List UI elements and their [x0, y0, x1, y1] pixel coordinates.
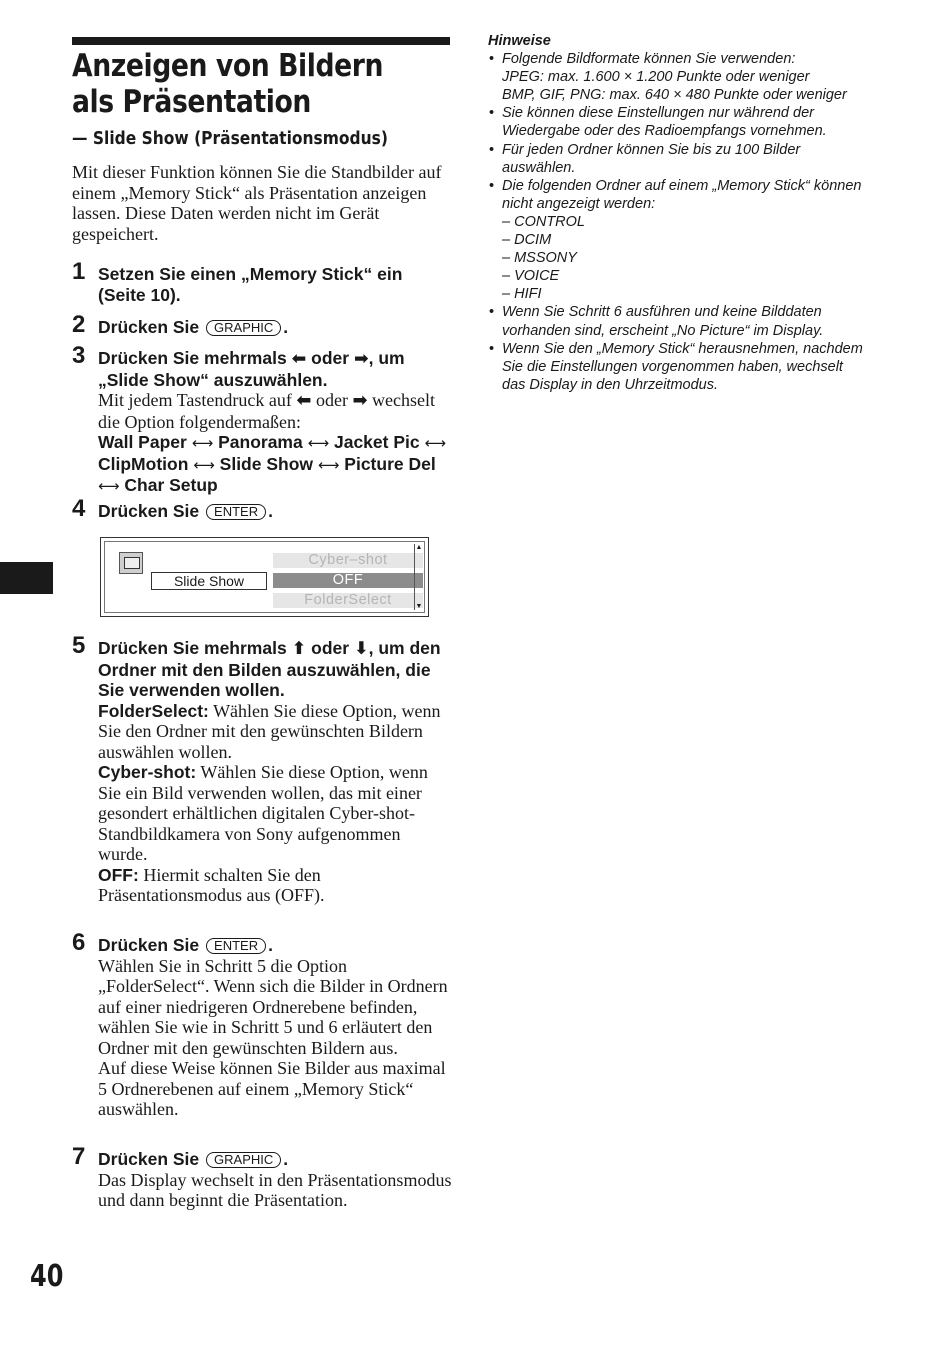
folder-name: – MSSONY: [502, 250, 577, 267]
title-rule: [72, 37, 450, 45]
note-item: [488, 104, 868, 140]
folder-name: – HIFI: [502, 286, 542, 303]
step-number: 2: [72, 311, 86, 338]
note-item: [488, 177, 868, 304]
step-heading-end: .: [268, 935, 273, 955]
double-arrow-icon: ⟷: [307, 434, 330, 452]
step-text: [98, 390, 452, 432]
arrow-down-icon: ⬇: [353, 639, 369, 659]
option-text: Hiermit schalten Sie den Präsentationsmodus aus (OFF).: [98, 864, 325, 905]
display-scrollbar: [414, 544, 423, 610]
step-heading-text: Drücken Sie mehrmals: [98, 638, 287, 658]
scroll-down-icon: ▼: [415, 603, 423, 610]
note-text: Sie können diese Einstellungen nur während der Wiedergabe oder des Radioempfangs vornehmen.: [502, 105, 827, 140]
option-label: FolderSelect:: [98, 700, 209, 721]
double-arrow-icon: ⟷: [193, 455, 215, 474]
or-text: oder: [311, 348, 350, 368]
display-option-off-selected: OFF: [273, 573, 423, 588]
step-heading: [98, 501, 452, 522]
step-text: Das Display wechselt in den Präsentationsmodus und dann beginnt die Präsentation.: [98, 1169, 452, 1210]
intro-paragraph: Mit dieser Funktion können Sie die Standbilder auf einem „Memory Stick“ als Präsentation anzeigen lassen. Diese Daten werden nicht im Gerät gespeichert.: [72, 162, 442, 244]
note-item: [488, 340, 868, 394]
step-3: [72, 342, 452, 497]
step-text: Wählen Sie in Schritt 5 die Option „FolderSelect“. Wenn sich die Bilder in Ordnern auf einer niedrigeren Ordnerebene befinden, wählen Sie wie in Schritt 5 und 6 erläutert den Ordner mit den gewünschten Bildern aus.: [98, 955, 448, 1058]
option-wall-paper: Wall Paper: [98, 432, 187, 452]
option-description: [98, 701, 452, 763]
page-number: 40: [30, 1259, 64, 1294]
step-heading-end: .: [268, 501, 273, 521]
folder-name: – VOICE: [502, 268, 560, 285]
option-picture-del: Picture Del: [344, 453, 436, 474]
step-heading-end: .: [283, 1149, 289, 1169]
scroll-up-icon: ▲: [415, 544, 423, 551]
note-text: Folgende Bildformate können Sie verwenden:: [502, 51, 796, 68]
display-option-folderselect: FolderSelect: [273, 593, 423, 608]
step-text: Auf diese Weise können Sie Bilder aus maximal 5 Ordnerebenen auf einem „Memory Stick“ auswählen.: [98, 1058, 446, 1119]
memory-stick-slideshow-icon: [119, 552, 143, 574]
step-heading-text: Drücken Sie: [98, 501, 200, 521]
page-subtitle: — Slide Show (Präsentationsmodus): [72, 128, 388, 149]
step-heading-text: Drücken Sie: [98, 1149, 200, 1169]
step-heading-text: Drücken Sie: [98, 935, 200, 955]
note-text: Die folgenden Ordner auf einem „Memory Stick“ können nicht angezeigt werden:: [502, 177, 862, 212]
arrow-right-icon: ➡: [352, 390, 368, 411]
notes-title: Hinweise: [488, 33, 551, 49]
enter-key: ENTER: [206, 938, 266, 954]
note-text: Wenn Sie den „Memory Stick“ herausnehmen, nachdem Sie die Einstellungen vorgenommen haben, wechselt das Display in den Uhrzeitmodus.: [502, 340, 863, 393]
arrow-left-icon: ⬅: [296, 390, 312, 411]
double-arrow-icon: ⟷: [191, 434, 214, 452]
display-frame: [104, 541, 425, 613]
display-label: Slide Show: [151, 572, 267, 590]
step-heading: [98, 348, 452, 390]
or-text: oder: [315, 390, 348, 410]
double-arrow-icon: ⟷: [317, 455, 340, 474]
option-panorama: Panorama: [218, 432, 303, 452]
step-heading-end: .: [283, 317, 289, 337]
step-heading-text: Drücken Sie mehrmals: [98, 348, 287, 368]
step-heading: [98, 935, 452, 956]
step-heading: Setzen Sie einen „Memory Stick“ ein (Seite 10).: [98, 264, 403, 305]
section-tab-marker: [0, 562, 53, 594]
step-text-part: Mit jedem Tastendruck auf: [98, 390, 292, 410]
bullet-icon: •: [489, 51, 495, 68]
step-number: 3: [72, 342, 86, 369]
step-heading: [98, 317, 452, 338]
arrow-right-icon: ➡: [353, 349, 369, 369]
option-clipmotion: ClipMotion: [98, 453, 189, 474]
display-option-cyber-shot: Cyber–shot: [273, 553, 423, 568]
step-heading: [98, 638, 452, 701]
option-description: [98, 865, 452, 906]
bullet-icon: •: [489, 340, 495, 357]
note-text: Für jeden Ordner können Sie bis zu 100 Bilder auswählen.: [502, 141, 801, 176]
notes-section: [488, 32, 868, 394]
bullet-icon: •: [489, 141, 495, 158]
folder-name: – DCIM: [502, 232, 552, 249]
option-label: OFF:: [98, 864, 139, 885]
notes-list: [488, 50, 868, 394]
step-4: [72, 495, 452, 522]
step-number: 4: [72, 495, 86, 522]
page-title: Anzeigen von Bildern als Präsentation: [72, 48, 384, 120]
step-heading-text: , um den Ordner mit den Bilden auszuwählen, die Sie verwenden wollen.: [98, 638, 441, 700]
note-text: Wenn Sie Schritt 6 ausführen und keine Bilddaten vorhanden sind, erscheint „No Picture“ im Display.: [502, 304, 824, 339]
note-text: BMP, GIF, PNG: max. 640 × 480 Punkte oder weniger: [502, 87, 847, 104]
step-1: [72, 258, 452, 305]
option-char-setup: Char Setup: [124, 475, 218, 495]
option-cycle: [98, 432, 452, 497]
folder-name: – CONTROL: [502, 213, 585, 230]
option-text: Wählen Sie diese Option, wenn Sie ein Bild verwenden wollen, das mit einer gesondert erhältlichen digitalen Cyber-shot-Standbildkamera von Sony aufgenommen wurde.: [98, 762, 428, 864]
note-text: JPEG: max. 1.600 × 1.200 Punkte oder weniger: [502, 69, 810, 86]
step-text-part: wechselt die Option folgendermaßen:: [98, 390, 436, 432]
step-5: [72, 632, 452, 906]
option-description: [98, 762, 452, 865]
double-arrow-icon: ⟷: [98, 477, 120, 495]
double-arrow-icon: ⟷: [424, 434, 446, 452]
option-jacket-pic: Jacket Pic: [333, 432, 420, 452]
step-number: 1: [72, 258, 86, 285]
bullet-icon: •: [489, 177, 495, 194]
step-7: [72, 1143, 452, 1211]
note-item: [488, 50, 868, 104]
graphic-key: GRAPHIC: [206, 1152, 281, 1168]
step-2: [72, 311, 452, 338]
enter-key: ENTER: [206, 504, 266, 520]
step-number: 7: [72, 1143, 86, 1170]
step-heading-text: , um „Slide Show“ auszuwählen.: [98, 348, 405, 390]
step-number: 5: [72, 632, 86, 659]
note-item: [488, 141, 868, 177]
step-number: 6: [72, 929, 86, 956]
or-text: oder: [311, 638, 350, 658]
graphic-key: GRAPHIC: [206, 320, 281, 336]
arrow-up-icon: ⬆: [291, 639, 307, 659]
bullet-icon: •: [489, 304, 495, 321]
step-heading-text: Drücken Sie: [98, 317, 200, 337]
option-label: Cyber-shot:: [98, 762, 197, 782]
bullet-icon: •: [489, 105, 495, 122]
option-slide-show: Slide Show: [219, 453, 314, 474]
note-item: [488, 303, 868, 339]
arrow-left-icon: ⬅: [291, 349, 307, 369]
step-heading: [98, 1149, 452, 1170]
option-text: Wählen Sie diese Option, wenn Sie den Ordner mit den gewünschten Bildern auswählen wollen.: [98, 700, 441, 762]
step-6: [72, 929, 452, 1120]
display-illustration: [100, 537, 429, 617]
